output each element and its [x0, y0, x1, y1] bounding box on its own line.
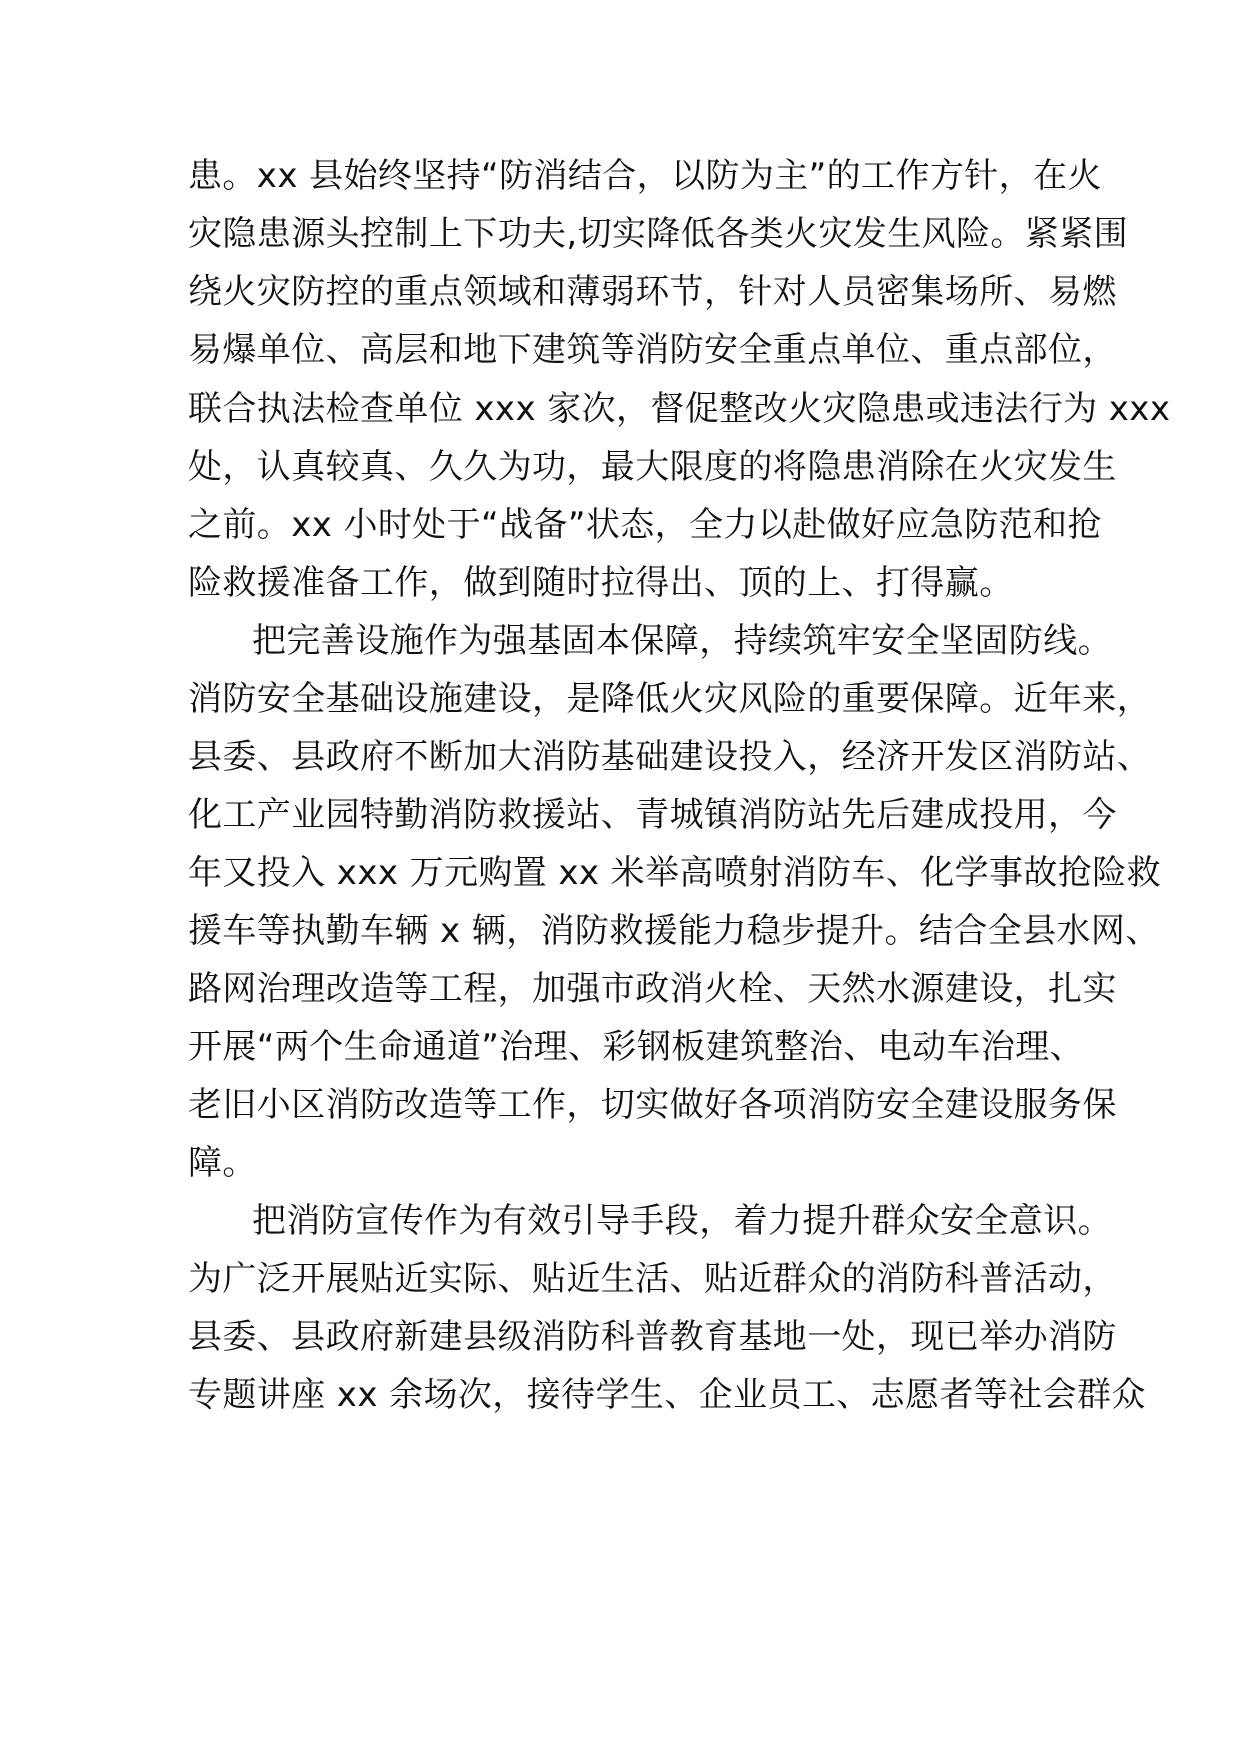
text-line: 患。xx 县始终坚持“防消结合，以防为主”的工作方针，在火: [188, 156, 1102, 196]
text-line: 县委、县政府不断加大消防基础建设投入，经济开发区消防站、: [188, 737, 1152, 777]
text-line: 障。: [188, 1143, 257, 1183]
text-line: 老旧小区消防改造等工作，切实做好各项消防安全建设服务保: [188, 1085, 1117, 1125]
text-line: 援车等执勤车辆 x 辆，消防救援能力稳步提升。结合全县水网、: [188, 911, 1160, 951]
paragraph-heading: 把消防宣传作为有效引导手段，着力提升群众安全意识。: [252, 1201, 1112, 1241]
text-line: 专题讲座 xx 余场次，接待学生、企业员工、志愿者等社会群众: [188, 1375, 1146, 1415]
text-line: 为广泛开展贴近实际、贴近生活、贴近群众的消防科普活动，: [188, 1259, 1117, 1299]
text-line: 消防安全基础设施建设，是降低火灾风险的重要保障。近年来，: [188, 679, 1152, 719]
text-line: 化工产业园特勤消防救援站、青城镇消防站先后建成投用，今: [188, 795, 1117, 835]
text-line: 处，认真较真、久久为功，最大限度的将隐患消除在火灾发生: [188, 447, 1117, 487]
text-line: 绕火灾防控的重点领域和薄弱环节，针对人员密集场所、易燃: [188, 272, 1117, 312]
text-line: 易爆单位、高层和地下建筑等消防安全重点单位、重点部位，: [188, 330, 1117, 370]
paragraph-heading: 把完善设施作为强基固本保障，持续筑牢安全坚固防线。: [252, 621, 1112, 661]
text-line: 年又投入 xxx 万元购置 xx 米举高喷射消防车、化学事故抢险救: [188, 853, 1162, 893]
text-line: 开展“两个生命通道”治理、彩钢板建筑整治、电动车治理、: [188, 1027, 1085, 1067]
text-line: 县委、县政府新建县级消防科普教育基地一处，现已举办消防: [188, 1317, 1117, 1357]
text-line: 险救援准备工作，做到随时拉得出、顶的上、打得赢。: [188, 563, 1014, 603]
text-line: 灾隐患源头控制上下功夫,切实降低各类火灾发生风险。紧紧围: [188, 214, 1129, 254]
text-line: 联合执法检查单位 xxx 家次，督促整改火灾隐患或违法行为 xxx: [188, 389, 1171, 429]
text-line: 路网治理改造等工程，加强市政消火栓、天然水源建设，扎实: [188, 969, 1117, 1009]
text-line: 之前。xx 小时处于“战备”状态，全力以赴做好应急防范和抢: [188, 505, 1102, 545]
